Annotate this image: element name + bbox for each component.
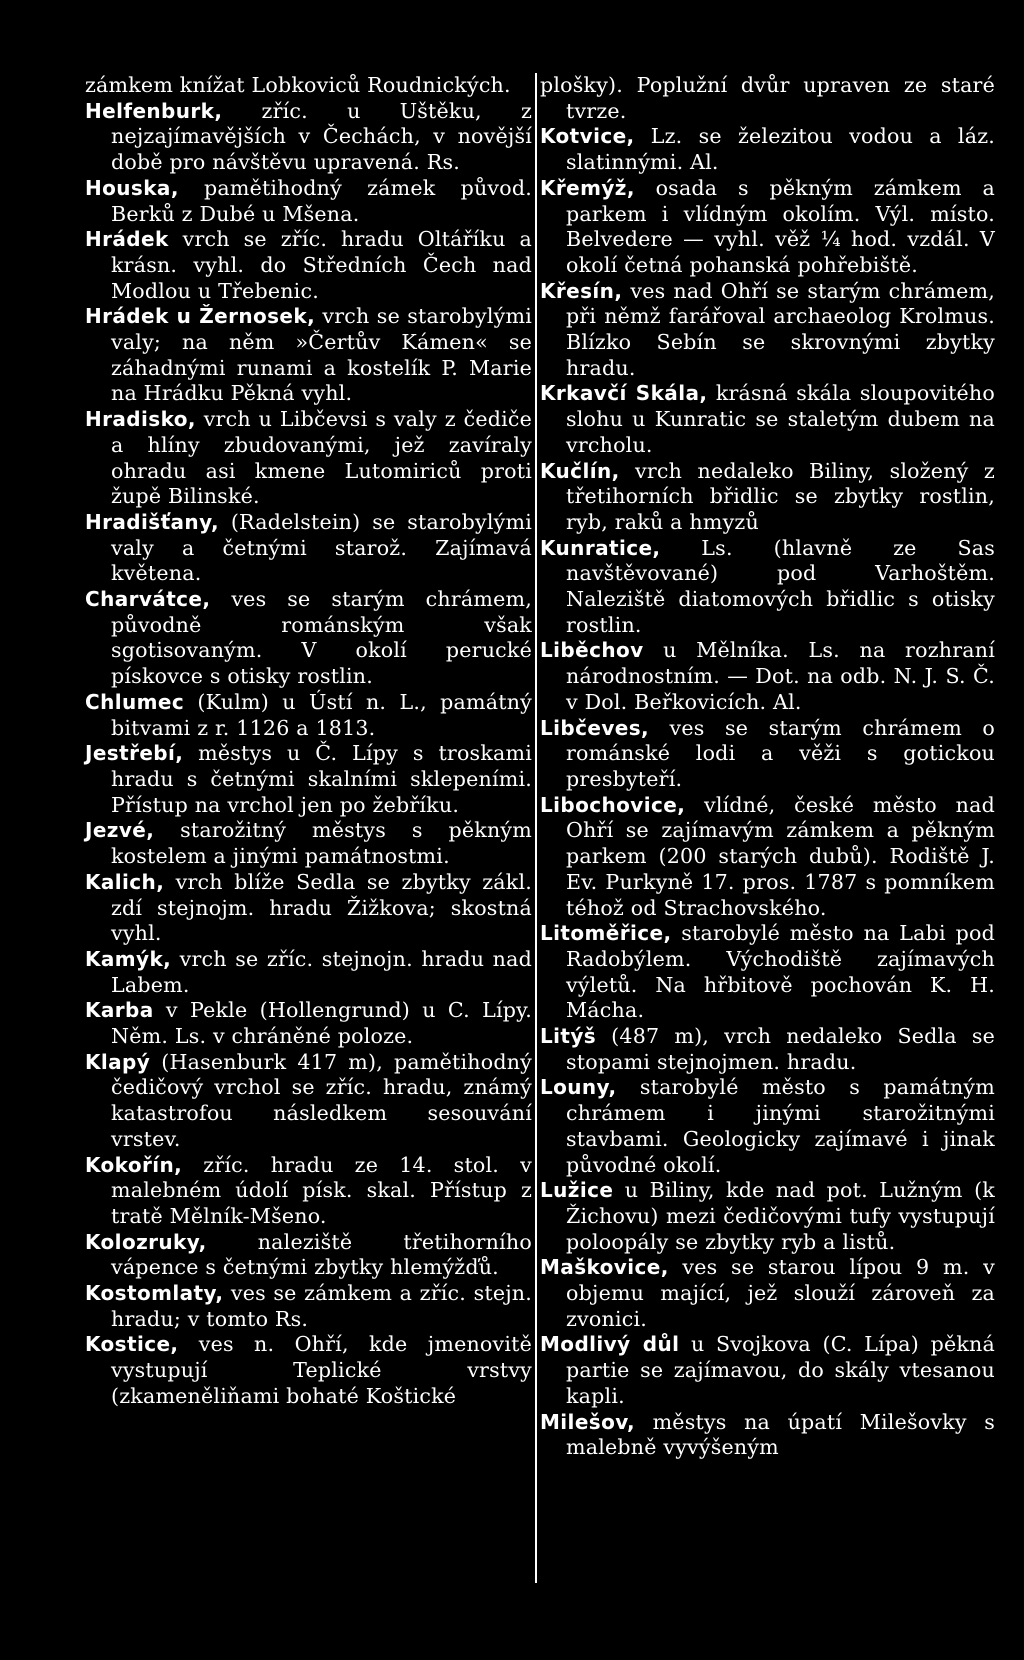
entry-text: vrch se starobylými valy; na něm »Čertův Kámen« se záhadnými runami a kostelík P. Marie na Hrádku Pěkná vyhl. [111,304,532,406]
entry-heading: Kamýk, [85,946,172,971]
entry-text: starožitný městys s pěkným kostelem a jinými památnostmi. [111,818,532,869]
gazetteer-entry [85,741,532,818]
entry-heading: Kostice, [85,1332,179,1357]
entry-text: pamětihodný zámek původ. Berků z Dubé u Mšena. [111,175,532,226]
entry-text: (Radelstein) se starobylými valy a četnými starož. Zajímavá květena. [111,509,532,586]
entry-text: plošky). Poplužní dvůr upraven ze staré tvrze. [540,73,995,123]
entry-text: zříc. u Uštěku, z nejzajímavějších v Čechách, v novější době pro návštěvu upravená. Rs. [111,98,532,175]
gazetteer-entry [540,1255,995,1332]
entry-heading: Kotvice, [540,124,635,149]
gazetteer-entry [540,279,995,382]
entry-heading: Maškovice, [540,1255,669,1280]
gazetteer-entry [540,1332,995,1409]
entry-text: ves nad Ohří se starým chrámem, při němž farářoval archaeolog Krolmus. Blízko Sebín se skrovnými zbytky hradu. [566,278,995,380]
gazetteer-entry [540,716,995,793]
entry-text: vrch nedaleko Biliny, složený z třetihorních břidlic se zbytky rostlin, ryb, raků a hmyzů [566,458,995,534]
entry-text: ves se starým chrámem, původně románským však sgotisovaným. V okolí perucké pískovce s otisky rostlin. [111,587,532,689]
gazetteer-entry [85,73,532,99]
entry-text: ves n. Ohří, kde jmenovitě vystupují Teplické vrstvy (zkameněliňami bohaté Koštické [111,1332,532,1408]
entry-heading: Helfenburk, [85,98,223,123]
entry-text: naleziště třetihorního vápence s četnými zbytky hlemýžďů. [111,1229,532,1280]
entry-text: u Biliny, kde nad pot. Lužným (k Žichovu) mezi čedičovými tufy vystupují poloopály se zbytky ryb a listů. [566,1178,995,1254]
entry-heading: Hradišťany, [85,509,219,534]
entry-text: vrch se zříc. stejnojn. hradu nad Labem. [111,946,532,997]
column-divider [535,73,537,1583]
gazetteer-entry [85,304,532,407]
entry-heading: Kolozruky, [85,1229,207,1254]
entry-heading: Hrádek [85,227,169,252]
gazetteer-entry [540,381,995,458]
gazetteer-entry [85,947,532,998]
entry-heading: Karba [85,998,154,1023]
entry-heading: Milešov, [540,1409,636,1434]
gazetteer-entry [85,587,532,690]
entry-heading: Charvátce, [85,587,211,612]
entry-heading: Kostomlaty, [85,1281,224,1306]
entry-text: osada s pěkným zámkem a parkem i vlídným okolím. Výl. místo. Belvedere — vyhl. věž ¼ hod. vzdál. V okolí četná pohanská pohřebiště. [566,175,995,277]
gazetteer-entry [540,1410,995,1461]
entry-heading: Litoměřice, [540,921,672,946]
gazetteer-entry [540,459,995,536]
entry-heading: Lužice [540,1178,614,1203]
gazetteer-entry [85,99,532,176]
entry-text: starobylé město s památným chrámem i jinými starožitnými stavbami. Geologicky zajímavé i jinak původné okolí. [566,1075,995,1177]
gazetteer-entry [540,1178,995,1255]
gazetteer-entry [540,1075,995,1178]
entry-heading: Klapý [85,1049,151,1074]
entry-text: krásná skála sloupovitého slohu u Kunratic se staletým dubem na vrcholu. [566,381,995,457]
entry-text: u Mělníka. Ls. na rozhraní národnostním. — Dot. na odb. N. J. S. Č. v Dol. Beřkovicích. Al. [566,638,995,714]
entry-heading: Hradisko, [85,407,196,432]
gazetteer-entry [85,1153,532,1230]
gazetteer-entry [85,818,532,869]
entry-heading: Křemýž, [540,175,635,200]
entry-text: vrch u Libčevsi s valy z čediče a hlíny zbudovanými, jež zavíraly ohradu asi kmene Lutomiriců proti župě Bilinské. [111,407,532,509]
entry-text: městys u Č. Lípy s troskami hradu s četnými skalními sklepeními. Přístup na vrchol jen po žebříku. [111,741,532,817]
entry-heading: Kalich, [85,869,165,894]
entry-heading: Křesín, [540,278,623,303]
gazetteer-entry [85,690,532,741]
entry-text: v Pekle (Hollengrund) u C. Lípy. Něm. Ls. v chráněné poloze. [111,998,532,1049]
entry-text: starobylé město na Labi pod Radobýlem. Východiště zajímavých výletů. Na hřbitově pochován K. H. Mácha. [566,921,995,1023]
entry-heading: Chlumec [85,689,185,714]
gazetteer-entry [540,638,995,715]
entry-text: ves se starou lípou 9 m. v objemu mající, jež slouží zároveň za zvonici. [566,1255,995,1331]
entry-text: ves se starým chrámem o románské lodi a věži s gotickou presbyteří. [566,715,995,791]
entry-text: vlídné, české město nad Ohří se zajímavým zámkem a pěkným parkem (200 starých dubů). Rodiště J. Ev. Purkyně 17. pros. 1787 s pomníkem téhož od Strachovského. [566,792,995,920]
gazetteer-entry [85,1332,532,1409]
gazetteer-entry [85,1230,532,1281]
entry-text: zříc. hradu ze 14. stol. v malebném údolí písk. skal. Přístup z tratě Mělník-Mšeno. [111,1152,532,1228]
entry-heading: Kunratice, [540,535,661,560]
entry-heading: Liběchov [540,638,644,663]
entry-text: (Hasenburk 417 m), pamětihodný čedičový vrchol se zříc. hradu, známý katastrofou následkem sesouvání vrstev. [111,1049,532,1151]
entry-text: (Kulm) u Ústí n. L., památný bitvami z r. 1126 a 1813. [111,689,532,740]
gazetteer-entry [540,536,995,639]
entry-heading: Jezvé, [85,818,155,843]
gazetteer-entry [540,176,995,279]
entry-heading: Louny, [540,1075,617,1100]
entry-heading: Kokořín, [85,1152,183,1177]
gazetteer-entry [85,407,532,510]
gazetteer-entry [85,176,532,227]
gazetteer-entry [540,1024,995,1075]
entry-text: zámkem knížat Lobkoviců Roudnických. [85,73,511,97]
gazetteer-entry [540,73,995,124]
entry-text: ves se zámkem a zříc. stejn. hradu; v tomto Rs. [111,1281,532,1331]
gazetteer-entry [540,124,995,175]
gazetteer-entry [540,921,995,1024]
gazetteer-entry [540,793,995,922]
left-column [85,73,532,1410]
entry-text: městys na úpatí Milešovky s malebně vyvýšeným [566,1409,995,1460]
entry-heading: Houska, [85,175,179,200]
entry-text: Lz. se železitou vodou a láz. slatinnými. Al. [566,124,995,175]
entry-text: vrch blíže Sedla se zbytky zákl. zdí stejnojm. hradu Žižkova; skostná vyhl. [111,869,532,946]
entry-heading: Krkavčí Skála, [540,381,708,406]
gazetteer-entry [85,510,532,587]
entry-text: (487 m), vrch nedaleko Sedla se stopami stejnojmen. hradu. [566,1024,995,1074]
entry-heading: Libčeves, [540,715,650,740]
entry-text: Ls. (hlavně ze Sas navštěvované) pod Varhoštěm. Naleziště diatomových břidlic s otisky rostlin. [566,535,995,637]
entry-heading: Modlivý důl [540,1332,680,1357]
gazetteer-entry [85,998,532,1049]
entry-text: u Svojkova (C. Lípa) pěkná partie se zajímavou, do skály vtesanou kapli. [566,1332,995,1408]
gazetteer-entry [85,1281,532,1332]
gazetteer-entry [85,1050,532,1153]
entry-text: vrch se zříc. hradu Oltáříku a krásn. vyhl. do Středních Čech nad Modlou u Třebenic. [111,227,532,303]
entry-heading: Jestřebí, [85,741,184,766]
gazetteer-entry [85,227,532,304]
entry-heading: Kučlín, [540,458,620,483]
entry-heading: Hrádek u Žernosek, [85,304,316,329]
entry-heading: Litýš [540,1024,597,1049]
right-column [540,73,995,1461]
entry-heading: Libochovice, [540,792,686,817]
gazetteer-entry [85,870,532,947]
